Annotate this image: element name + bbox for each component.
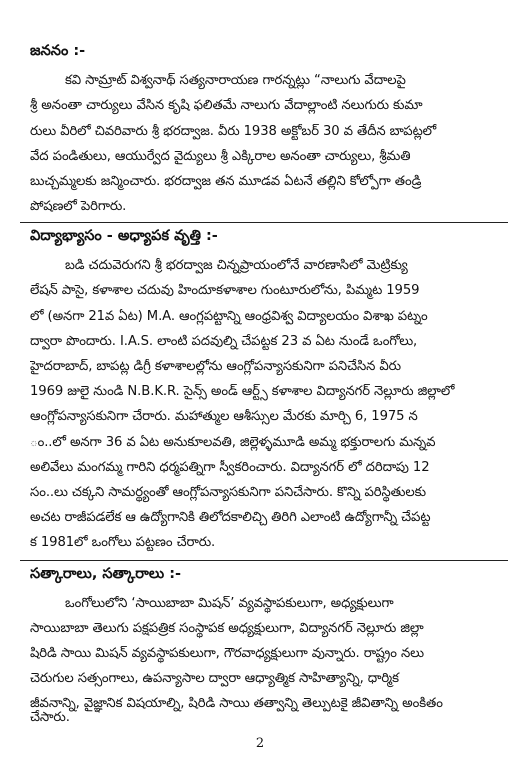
paragraph-line: అచట రాజీపడలేక ఆ ఉద్యోగానికి తిలోదకాలిచ్చి తిరిగి ఎలాంటి ఉద్యోగాన్నీ చేపట్ట: [30, 510, 431, 525]
paragraph-line: ం..లో అనగా 36 వ ఏట అనుకూలవతి, జిల్లెళ్ళమూడి అమ్మ భక్తురాలగు మన్నవ: [30, 435, 436, 450]
paragraph-line: చేసారు.: [30, 710, 70, 725]
paragraph-line: ఆంగ్లోపన్యాసకునిగా చేరారు. మహాత్ముల ఆశీస్సుల మేరకు మార్చి 6, 1975 న: [30, 409, 418, 424]
section-heading-honours: సత్కారాలు, సత్కారాలు :-: [30, 566, 182, 582]
paragraph-line: జీవనాన్ని, వైజ్ఞానిక విషయాల్ని, షిరిడి సాయి తత్వాన్ని తెల్పుటకై జీవితాన్ని అంకితం: [30, 696, 443, 711]
paragraph-line: 1969 జులై నుండి N.B.K.R. సైన్స్ అండ్ ఆర్ట్స్ కళాశాల విద్యానగర్ నెల్లూరు జిల్లాలో: [30, 384, 455, 399]
page-number: 2: [255, 736, 265, 751]
paragraph-line: సాయిబాబా తెలుగు పక్షపత్రిక సంస్థాపక అధ్యక్షులుగా, విద్యానగర్ నెల్లూరు జిల్లా: [30, 621, 424, 636]
paragraph-line: వేద పండితులు, ఆయుర్వేద వైద్యులు శ్రీ ఎక్కిరాల అనంతా చార్యులు, శ్రీమతి: [30, 149, 411, 164]
section-divider: [20, 222, 508, 223]
paragraph-line: షిరిడి సాయి మిషన్ వ్యవస్థాపకులుగా, గౌరవాధ్యక్షులుగా వున్నారు. రాష్ట్రం నలు: [30, 646, 424, 661]
paragraph-line: శ్రీ అనంతా చార్యులు వేసిన కృషి ఫలితమే నాలుగు వేదాల్లాంటి నలుగురు కుమా: [30, 98, 423, 113]
paragraph-line: లో (అనగా 21వ ఏట) M.A. ఆంగ్లపట్టాన్ని ఆంధ్రవిశ్వ విద్యాలయం విశాఖ పట్నం: [30, 309, 428, 324]
paragraph-line: లేషన్ పాసై, కళాశాల చదువు హిందూకళాశాల గుంటూరులోను, పిమ్మట 1959: [30, 283, 420, 298]
paragraph-line: బడి చదువెరుగని శ్రీ భరద్వాజ చిన్నప్రాయంలోనే వారణాసిలో మెట్రిక్యు: [65, 258, 408, 273]
section-divider: [20, 560, 508, 561]
paragraph-line: ద్వారా పొందారు. I.A.S. లాంటి పదవుల్ని చేపట్టక 23 వ ఏట నుండే ఒంగోలు,: [30, 334, 418, 349]
paragraph-line: చెరుగుల సత్సంగాలు, ఉపన్యాసాల ద్వారా ఆధ్యాత్మిక సాహిత్యాన్ని, ధార్మిక: [30, 671, 399, 686]
paragraph-line: ఒంగోలులోని ‘సాయిబాబా మిషన్’ వ్యవస్థాపకులుగా, అధ్యక్షులుగా: [65, 596, 394, 611]
paragraph-line: హైదరాబాద్, బాపట్ల డిగ్రీ కళాశాలల్లోను ఆంగ్లోపన్యాసకునిగా పనిచేసిన వీరు: [30, 359, 401, 374]
paragraph-line: బుచ్చమ్మలకు జన్మించారు. భరద్వాజ తన మూడవ ఏటనే తల్లిని కోల్పోగా తండ్రి: [30, 174, 422, 189]
paragraph-line: రులు వీరిలో చివరివారు శ్రీ భరద్వాజ. వీరు 1938 అక్టోబర్ 30 వ తేదీన బాపట్లలో: [30, 124, 437, 139]
paragraph-line: కవి సామ్రాట్ విశ్వనాథ్ సత్యనారాయణ గారన్నట్లు “నాలుగు వేదాలపై: [65, 73, 406, 88]
section-heading-education: విద్యాభ్యాసం - అధ్యాపక వృత్తి :-: [30, 228, 218, 244]
paragraph-line: అలివేలు మంగమ్మ గారిని ధర్మపత్నిగా స్వీకరించారు. విద్యానగర్ లో దరిదాపు 12: [30, 460, 430, 475]
paragraph-line: పోషణలో పెరిగారు.: [30, 199, 127, 214]
paragraph-line: సం..లు చక్కని సామర్థ్యంతో ఆంగ్లోపన్యాసకునిగా పనిచేసారు. కొన్ని పరిస్థితులకు: [30, 485, 426, 500]
paragraph-line: క 1981లో ఒంగోలు పట్టణం చేరారు.: [30, 535, 216, 550]
section-heading-birth: జననం :-: [30, 43, 86, 59]
